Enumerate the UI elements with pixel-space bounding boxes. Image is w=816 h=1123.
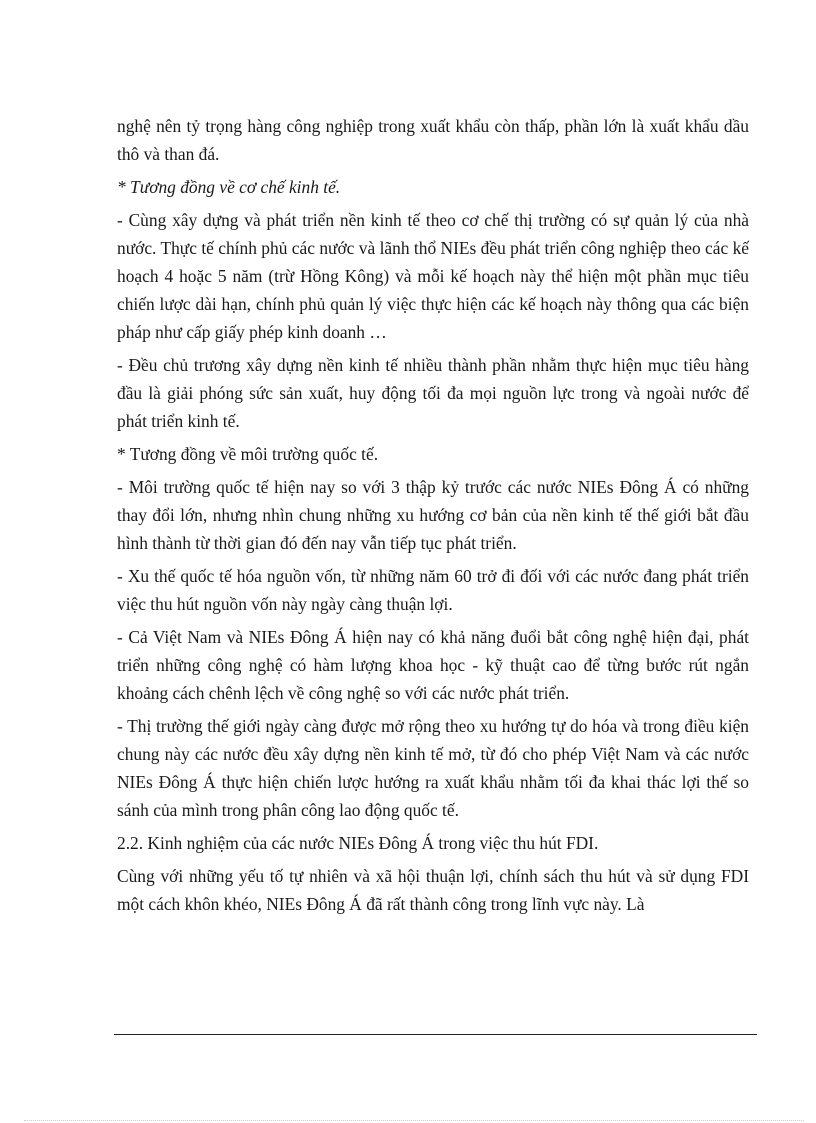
page-bottom-edge — [24, 1120, 804, 1121]
paragraph-9: - Thị trường thế giới ngày càng được mở rộng theo xu hướng tự do hóa và trong điều kiện chung này các nước đều xây dựng nền kinh tế mở, từ đó cho phép Việt Nam và các nước NIEs Đông Á thực hiện chiến lược hướng ra xuất khẩu nhằm tối đa khai thác lợi thế so sánh của mình trong phân công lao động quốc tế. — [117, 716, 749, 820]
section-heading-2-2: 2.2. Kinh nghiệm của các nước NIEs Đông Á trong việc thu hút FDI. — [117, 833, 599, 853]
paragraph-3: - Cùng xây dựng và phát triển nền kinh tế theo cơ chế thị trường có sự quản lý của nhà nước. Thực tế chính phủ các nước và lãnh thổ NIEs đều phát triển công nghiệp theo các kế hoạch 4 hoặc 5 năm (trừ Hồng Kông) và mỗi kế hoạch này thể hiện một phần mục tiêu chiến lược dài hạn, chính phủ quản lý việc thực hiện các kế hoạch này thông qua các biện pháp như cấp giấy phép kinh doanh … — [117, 210, 749, 342]
paragraph-6: - Môi trường quốc tế hiện nay so với 3 thập kỷ trước các nước NIEs Đông Á có những thay đổi lớn, nhưng nhìn chung những xu hướng cơ bản của nền kinh tế thế giới bắt đầu hình thành từ thời gian đó đến nay vẫn tiếp tục phát triển. — [117, 477, 749, 553]
paragraph-11: Cùng với những yếu tố tự nhiên và xã hội thuận lợi, chính sách thu hút và sử dụng FDI một cách khôn khéo, NIEs Đông Á đã rất thành công trong lĩnh vực này. Là — [117, 866, 749, 914]
paragraph-7: - Xu thế quốc tế hóa nguồn vốn, từ những năm 60 trở đi đối với các nước đang phát triển việc thu hút nguồn vốn này ngày càng thuận lợi. — [117, 566, 749, 614]
section-heading-international-environment: * Tương đồng về môi trường quốc tế. — [117, 444, 379, 464]
footer-divider — [114, 1034, 757, 1035]
paragraph-8: - Cả Việt Nam và NIEs Đông Á hiện nay có khả năng đuổi bắt công nghệ hiện đại, phát triển những công nghệ có hàm lượng khoa học - kỹ thuật cao để từng bước rút ngắn khoảng cách chênh lệch về công nghệ so với các nước phát triển. — [117, 627, 749, 703]
paragraph-1: nghệ nên tỷ trọng hàng công nghiệp trong xuất khẩu còn thấp, phần lớn là xuất khẩu dầu thô và than đá. — [117, 116, 749, 164]
section-heading-economic-mechanism: * Tương đồng về cơ chế kinh tế. — [117, 177, 341, 197]
page-body — [117, 112, 749, 923]
paragraph-4: - Đều chủ trương xây dựng nền kinh tế nhiều thành phần nhằm thực hiện mục tiêu hàng đầu là giải phóng sức sản xuất, huy động tối đa mọi nguồn lực trong và ngoài nước để phát triển kinh tế. — [117, 355, 749, 431]
